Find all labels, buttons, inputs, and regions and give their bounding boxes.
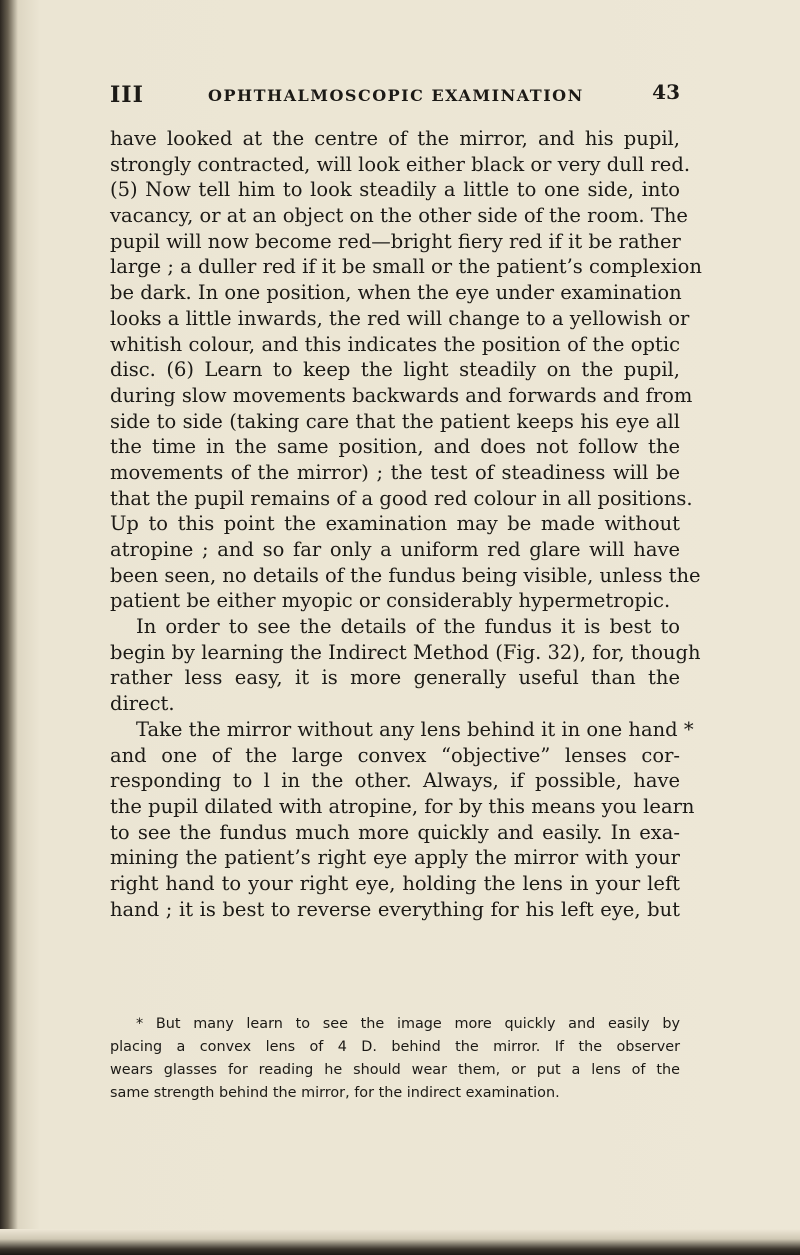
- text-line: looks a little inwards, the red will change to a yellowish or: [110, 306, 690, 330]
- text-line: direct.: [110, 692, 175, 716]
- page-bottom-edge: [0, 1229, 800, 1255]
- chapter-number: III: [110, 82, 144, 108]
- running-header: [110, 82, 680, 116]
- text-line: strongly contracted, will look either black or very dull red.: [110, 152, 691, 176]
- text-line: side to side (taking care that the patient keeps his eye all: [110, 409, 680, 433]
- text-line: atropine ; and so far only a uniform red glare will have: [110, 538, 680, 561]
- footnote-line: wears glasses for reading he should wear them, or put a lens of the: [110, 1062, 680, 1078]
- text-line: and one of the large convex “objective” lenses cor-: [110, 743, 680, 767]
- text-line: Up to this point the examination may be made without: [110, 512, 680, 536]
- footnote-line: * But many learn to see the image more quickly and easily by: [136, 1016, 680, 1032]
- text-line: pupil will now become red—bright fiery red if it be rather: [110, 229, 681, 253]
- text-line: right hand to your right eye, holding the lens in your left: [110, 871, 680, 895]
- text-line: rather less easy, it is more generally useful than the: [110, 666, 680, 690]
- text-line: during slow movements backwards and forwards and from: [110, 383, 693, 407]
- footnote-line: placing a convex lens of 4 D. behind the mirror. If the observer: [110, 1039, 680, 1055]
- text-line: movements of the mirror) ; the test of steadiness will be: [110, 460, 680, 484]
- text-line: begin by learning the Indirect Method (Fig. 32), for, though: [110, 640, 701, 664]
- running-title: OPHTHALMOSCOPIC EXAMINATION: [208, 86, 584, 105]
- text-line: responding to l in the other. Always, if possible, have: [110, 769, 680, 793]
- page-number: 43: [652, 80, 680, 104]
- text-line: In order to see the details of the fundus it is best to: [136, 615, 680, 639]
- text-line: been seen, no details of the fundus being visible, unless the: [110, 563, 701, 587]
- footnote-line: same strength behind the mirror, for the indirect examination.: [110, 1085, 560, 1101]
- text-line: whitish colour, and this indicates the position of the optic: [110, 332, 680, 356]
- text-line: Take the mirror without any lens behind it in one hand *: [136, 717, 694, 741]
- text-line: be dark. In one position, when the eye under examination: [110, 281, 682, 305]
- text-line: to see the fundus much more quickly and easily. In exa-: [110, 820, 680, 844]
- footnote: [110, 1013, 680, 1105]
- text-line: vacancy, or at an object on the other side of the room. The: [110, 204, 688, 228]
- text-line: that the pupil remains of a good red colour in all positions.: [110, 486, 693, 510]
- text-line: patient be either myopic or considerably hypermetropic.: [110, 589, 671, 613]
- text-line: hand ; it is best to reverse everything for his left eye, but: [110, 897, 680, 921]
- body-text: [110, 126, 702, 922]
- text-line: the pupil dilated with atropine, for by this means you learn: [110, 794, 695, 818]
- text-line: (5) Now tell him to look steadily a little to one side, into: [110, 178, 680, 202]
- text-line: mining the patient’s right eye apply the mirror with your: [110, 846, 680, 870]
- text-line: the time in the same position, and does not follow the: [110, 435, 680, 459]
- text-line: disc. (6) Learn to keep the light steadily on the pupil,: [110, 358, 680, 382]
- text-line: large ; a duller red if it be small or the patient’s complexion: [110, 255, 702, 279]
- text-line: have looked at the centre of the mirror, and his pupil,: [110, 127, 680, 150]
